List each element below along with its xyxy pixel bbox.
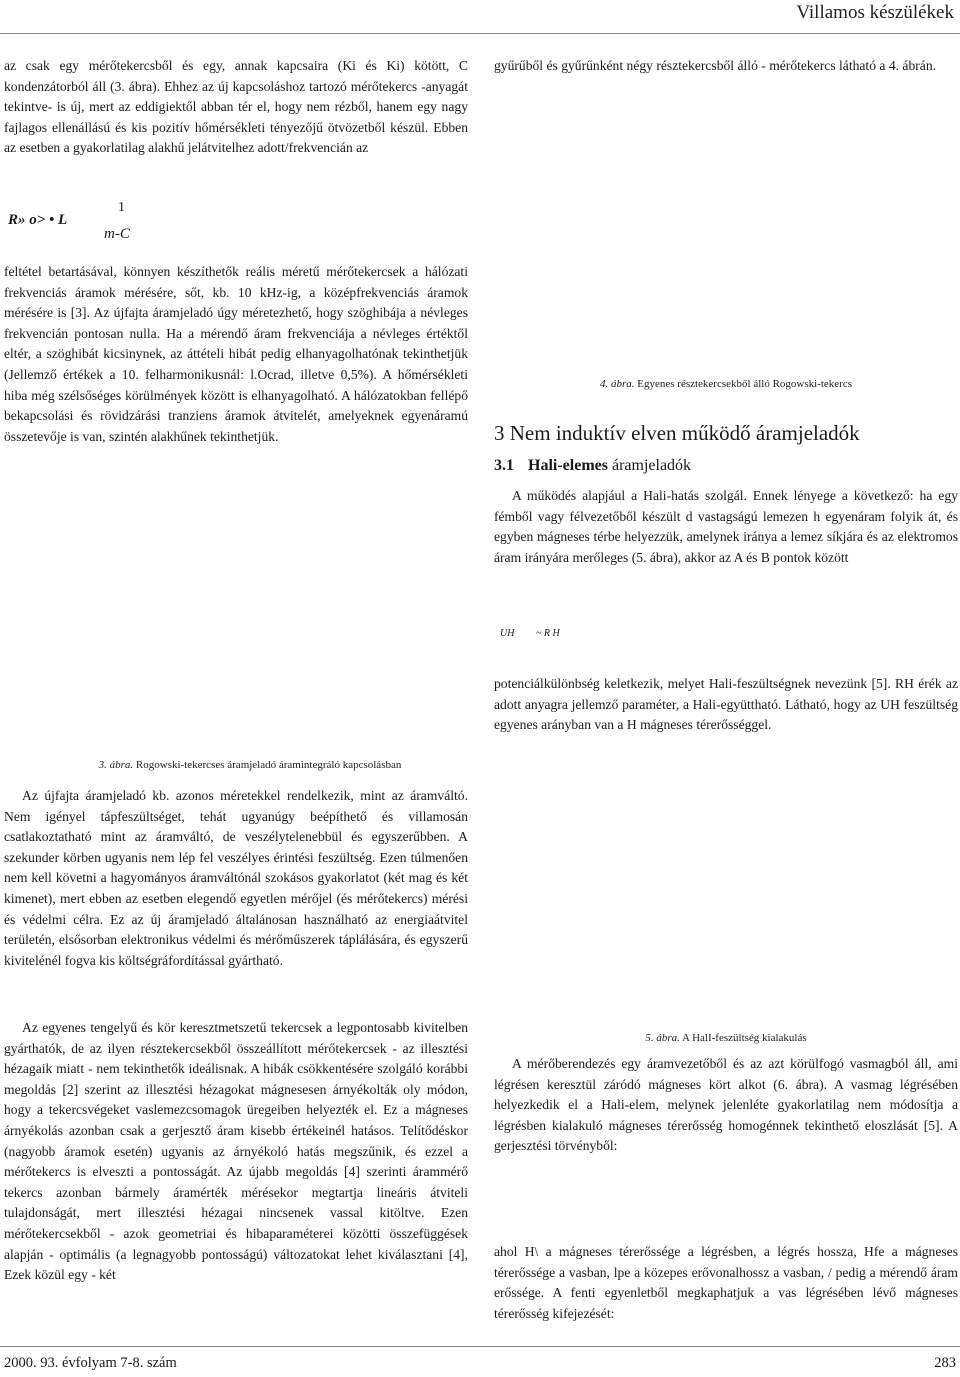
formula-condition [8,200,208,250]
figure-5-number: 5. ábra. [645,1032,680,1044]
left-paragraph-4: Az egyenes tengelyű és kör keresztmetszetű tekercsek a legpontosabb kivitelben gyárthatók, de az ilyen résztekercsekből összeállított mérőtekercsek - az illesztési hézagaik miatt - nem tekinthetők ideálisnak. A hibák csökkentésére szolgáló korábbi megoldás [2] szerint az illesztési hézagokat mágnesesen árnyékolták oly módon, hogy a tekercsvégeket vaslemezcsomagok üregeiben helyezték el. Ez a mágneses árnyékolás azonban csak a gerjesztő áram kisebb értékeinél hatásos. Telítődéskor (nagyobb áramok esetén) ugyanis az árnyékoló hatás megszűnik, és ezzel a mérőtekercs is elveszti a pontosságát. Az újabb megoldás [4] szerinti árammérő tekercs azonban bármely áramérték mérésekor megtartja lineáris átviteli tulajdonságát, mert illesztési hézagai nincsenek vassal kitöltve. Ezen mérőtekercsekből - azok geometriai és hibaparaméterei közötti összefüggések alapján - optimális (a legnagyobb pontosságú) változatokat lehet kiválasztani [4], Ezek közül egy - két [4,1020,468,1283]
figure-3-text: Rogowski-tekercses áramjeladó áramintegráló kapcsolásban [135,759,402,771]
formula-numerator: 1 [118,200,125,215]
formula-uh: UH [500,628,515,639]
footer-rule [0,1346,960,1347]
formula-rh: ~ R H [536,628,560,639]
section-3-1-rest: áramjeladók [611,457,692,474]
left-paragraph-1: az csak egy mérőtekercsből és egy, annak kapcsaira (Ki és Ki) kötött, C kondenzátorból áll (3. ábra). Ehhez az új kapcsoláshoz tartozó mérőtekercs -anyagát tekintve- is új, mert az eddigiektől abban tér el, hogy nem rézből, hanem egy nagy fajlagos ellenállású és kis pozitív hőmérsékleti tényezőjű ötvözetből készül. Ebben az esetben a gyakorlatilag alakhű jelátvitelhez adott/frekvencián az [4,58,468,156]
formula-hall-voltage [500,628,620,646]
left-paragraph-3: Az újfajta áramjeladó kb. azonos méretekkel rendelkezik, mint az áramváltó. Nem igényel tápfeszültséget, tehát ugyanúgy beépíthető és villamosán csatlakoztatható mint az áramváltó, de veszélytelenebbül és egyszerűbben. A szekunder körben ugyanis nem lép fel veszélyes érintési feszültség. Ezen túlmenően nem kell követni a hagyományos áramváltónál szokásos gyakorlatot (két mag és két kimenet), mert ebben az esetben elegendő egyetlen mérőjel (és mérőtekercs) mérési és védelmi célra. Ez az új áramjeladó általánosan használható az energiaátvitel területén, elsősorban elektronikus védelmi és mérőműszerek táplálására, és egyszerű kivitelénél fogva kis költségráfordítással gyártható. [4,788,468,968]
header-rule [0,33,960,34]
figure-5-text: A HalI-feszültség kialakulás [682,1032,807,1044]
left-paragraph-2: feltétel betartásával, könnyen készíthetők reális méretű mérőtekercsek a hálózati frekvenciás áramok mérésére, sőt, kb. 10 kHz-ig, a középfrekvenciás áramok mérésére is [3]. Az újfajta áramjeladó úgy méretezhető, hogy szöghibája a névleges frekvencián pontosan nulla. Ha a mérendő áram frekvenciája a névleges értéktől eltér, a szöghibát kicsinynek, az áttételi hibát pedig elhanyagolhatónak tekinthetjük (Jellemző értékek a 10. felharmonikusnál: l.Ocrad, illetve 0,5%). A hőmérsékleti hiba még szélsőséges körülmények között is elhanyagolható. A hálózatokban fellépő bekapcsolási és rövidzárási tranziens áramok átvitelét, amelyeknek egyenáramú összetevője is van, szintén alakhűnek tekinthetjük. [4,264,468,444]
section-3-1-heading [494,456,691,476]
figure-4-text: Egyenes résztekercsekből álló Rogowski-tekercs [637,378,852,390]
section-3-1-number: 3.1 [494,457,514,474]
formula-denominator: m-C [104,226,130,242]
footer-page-number: 283 [934,1355,956,1371]
right-paragraph-4: A mérőberendezés egy áramvezetőből és az azt körülfogó vasmagból áll, ami légrésen keresztül záródó mágneses kört alkot (6. ábra). A vasmag légrésében helyezkedik el a Hali-elem, melynek jelenléte gyakorlatilag nem módosítja a légrésben kialakuló mágneses térerősség homogénnek tekinthető eloszlását [5]. A gerjesztési törvényből: [494,1056,958,1154]
right-paragraph-1: gyűrűből és gyűrűnként négy résztekercsből álló - mérőtekercs látható a 4. ábrán. [494,58,937,73]
right-paragraph-5: ahol H\ a mágneses térerőssége a légrésben, a légrés hossza, Hfe a mágneses térerőssége a vasban, lpe a közepes erővonalhossz a vasban, / pedig a mérendő áram erőssége. A fenti egyenletből megkaphatjuk a vas légrésében lévő mágneses térerősség kifejezését: [494,1244,958,1321]
figure-3-number: 3. ábra. [98,759,134,771]
footer-issue: 2000. 93. évfolyam 7-8. szám [4,1355,177,1371]
figure-4-number: 4. ábra. [599,378,635,390]
formula-lhs: R» o> • L [8,212,68,228]
figure-4-caption [494,377,958,391]
figure-5-caption [494,1031,958,1045]
right-paragraph-3: potenciálkülönbség keletkezik, melyet Hali-feszültségnek nevezünk [5]. RH érék az adott anyagra jellemző paraméter, a Hali-együttható. Látható, hogy az UH feszültség egyenes arányban van a H mágneses térerősséggel. [494,676,958,733]
right-paragraph-2: A működés alapjául a Hali-hatás szolgál. Ennek lényege a következő: ha egy fémből vagy félvezetőből készült d vastagságú lemezen h egyenáram folyik át, és egyben mágneses térbe helyezzük, amelynek iránya a lemez síkjára és az elektromos áram irányára merőleges (5. ábra), akkor az A és B pontok között [494,488,958,565]
journal-header-title: Villamos készülékek [796,2,954,23]
section-3-1-bold: Hali-elemes [528,457,608,474]
figure-3-caption [40,758,460,772]
section-3-heading: 3 Nem induktív elven működő áramjeladók [494,421,860,445]
